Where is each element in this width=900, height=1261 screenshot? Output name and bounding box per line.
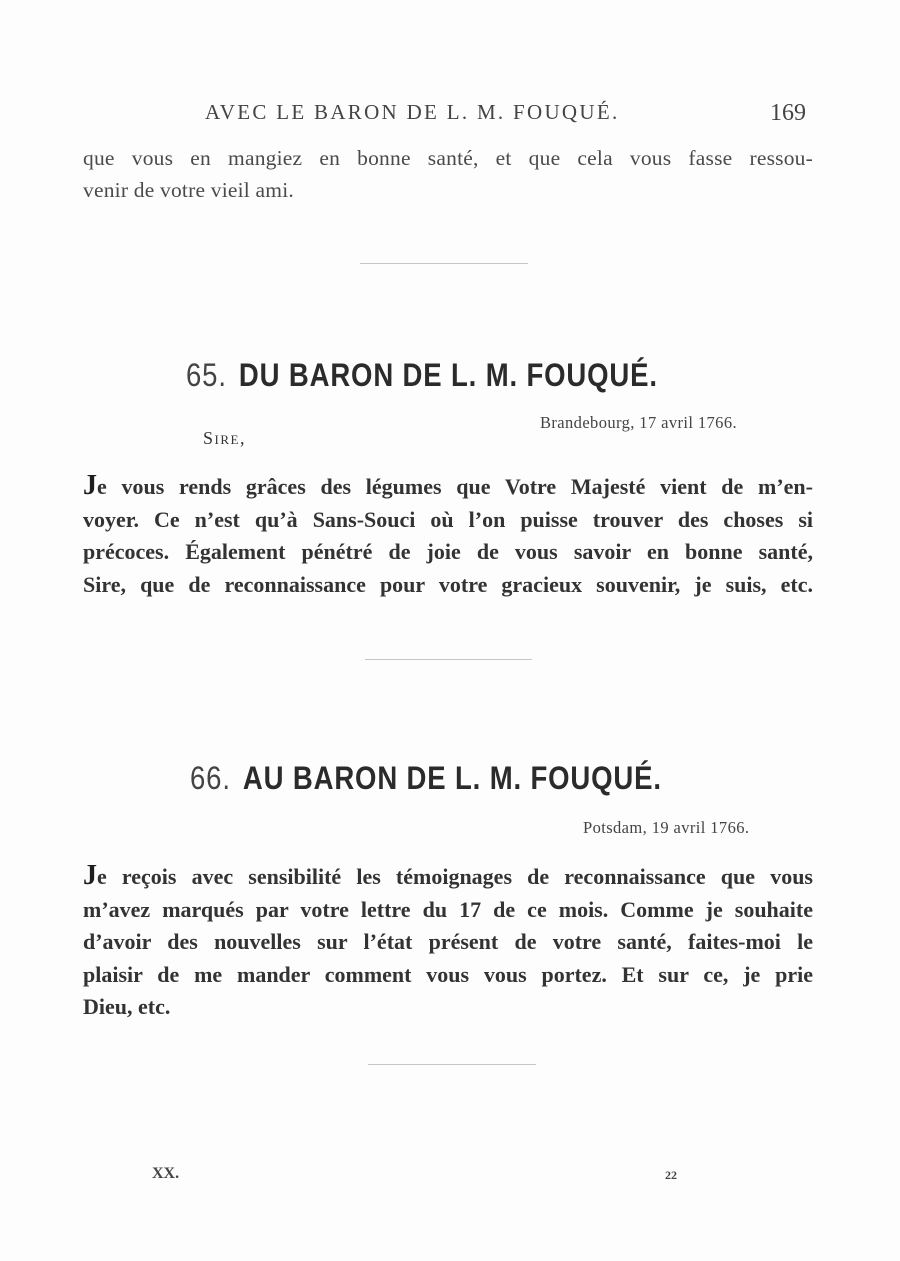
letter-title [186, 357, 658, 394]
letter-number: 65. [186, 357, 227, 393]
letter-body [83, 470, 813, 601]
text-line: Je vous rends grâces des légumes que Votre Majesté vient de m’en- [83, 470, 813, 501]
running-head: AVEC LE BARON DE L. M. FOUQUÉ. [205, 100, 620, 124]
text-line: voyer. Ce n’est qu’à Sans-Souci où l’on puisse trouver des choses si [83, 506, 813, 532]
text-line: Dieu, etc. [83, 994, 171, 1019]
letter-body [83, 860, 813, 1024]
text-line: précoces. Également pénétré de joie de vous savoir en bonne santé, [83, 539, 813, 564]
letter-number: 66. [190, 760, 231, 796]
text-line: plaisir de me mander comment vous vous portez. Et sur ce, je prie [83, 961, 813, 987]
letter-heading: AU BARON DE L. M. FOUQUÉ. [242, 760, 662, 796]
section-divider [365, 659, 532, 660]
salutation: Sire, [203, 428, 246, 448]
letter-dateline: Potsdam, 19 avril 1766. [583, 818, 750, 837]
text-line: m’avez marqués par votre lettre du 17 de ce mois. Comme je souhaite [83, 896, 813, 922]
text-line: d’avoir des nouvelles sur l’état présent de votre santé, faites-moi le [83, 929, 813, 954]
volume-signature: XX. [152, 1165, 180, 1182]
letter-dateline: Brandebourg, 17 avril 1766. [540, 413, 738, 432]
continuation-paragraph [83, 142, 813, 206]
text-line: venir de votre vieil ami. [83, 178, 294, 202]
text-line: Je reçois avec sensibilité les témoignages de reconnaissance que vous [83, 860, 813, 891]
text-line: Sire, que de reconnaissance pour votre gracieux souvenir, je suis, etc. [83, 571, 813, 597]
text-line: que vous en mangiez en bonne santé, et que cela vous fasse ressou- [83, 146, 813, 170]
section-divider [368, 1064, 536, 1065]
letter-heading: DU BARON DE L. M. FOUQUÉ. [238, 357, 658, 393]
letter-title [190, 760, 662, 797]
page-number: 169 [770, 100, 806, 126]
drop-cap: J [83, 860, 97, 891]
section-divider [360, 263, 528, 264]
gathering-number: 22 [665, 1168, 677, 1182]
drop-cap: J [83, 470, 97, 501]
